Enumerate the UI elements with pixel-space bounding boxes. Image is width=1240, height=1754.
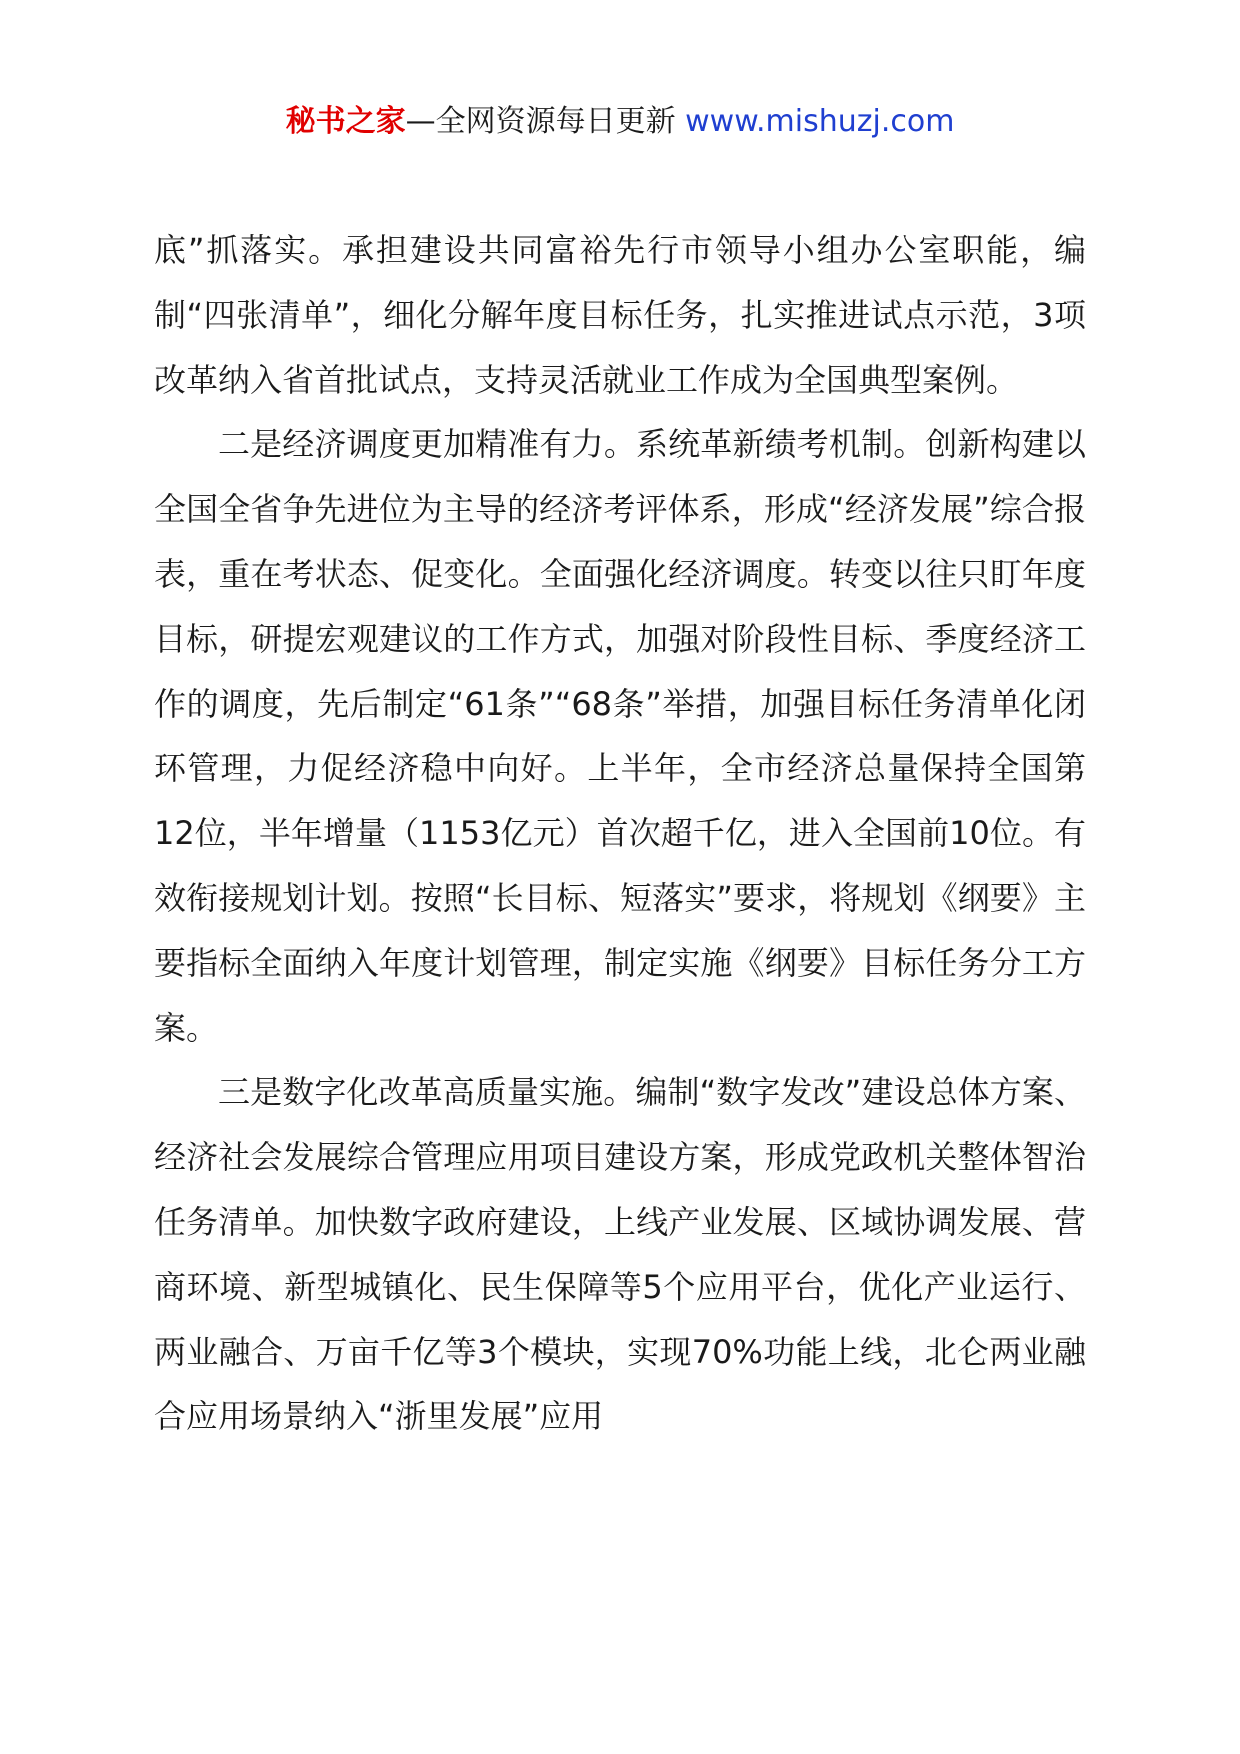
header-tagline: —全网资源每日更新 [405, 104, 676, 139]
paragraph-digital-reform: 三是数字化改革高质量实施。编制“数字发改”建设总体方案、经济社会发展综合管理应用项目建设方案，形成党政机关整体智治任务清单。加快数字政府建设，上线产业发展、区域协调发展、营商环境、新型城镇化、民生保障等5个应用平台，优化产业运行、两业融合、万亩千亿等3个模块，实现70%功能上线，北仑两业融合应用场景纳入“浙里发展”应用 [154, 1073, 1086, 1436]
document-body [154, 218, 1086, 1449]
page-header [0, 102, 1240, 142]
site-url[interactable]: www.mishuzj.com [685, 104, 955, 139]
paragraph-economic-dispatch: 二是经济调度更加精准有力。系统革新绩考机制。创新构建以全国全省争先进位为主导的经济考评体系，形成“经济发展”综合报表，重在考状态、促变化。全面强化经济调度。转变以往只盯年度目标，研提宏观建议的工作方式，加强对阶段性目标、季度经济工作的调度，先后制定“61条”“68条”举措，加强目标任务清单化闭环管理，力促经济稳中向好。上半年，全市经济总量保持全国第12位，半年增量（1153亿元）首次超千亿，进入全国前10位。有效衔接规划计划。按照“长目标、短落实”要求，将规划《纲要》主要指标全面纳入年度计划管理，制定实施《纲要》目标任务分工方案。 [154, 425, 1086, 1047]
brand-name: 秘书之家 [285, 104, 406, 139]
paragraph-continuation: 底”抓落实。承担建设共同富裕先行市领导小组办公室职能，编制“四张清单”，细化分解年度目标任务，扎实推进试点示范，3项改革纳入省首批试点，支持灵活就业工作成为全国典型案例。 [154, 231, 1086, 399]
